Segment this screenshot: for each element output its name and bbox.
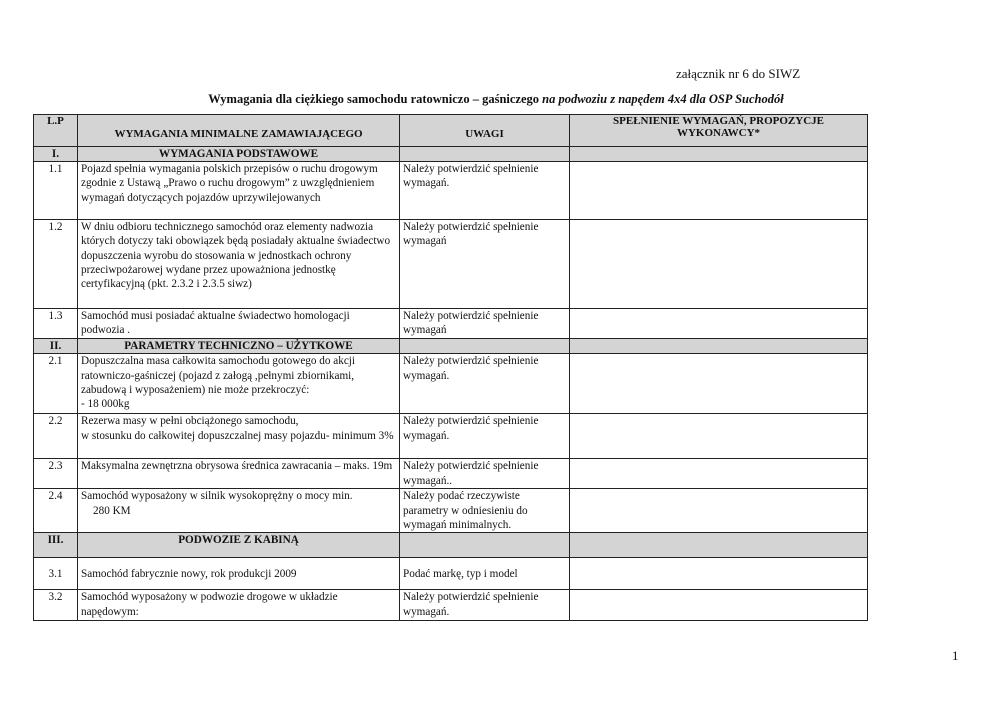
row-requirement [78,489,400,533]
requirement-text: Rezerwa masy w pełni obciążonego samochodu, [81,415,299,428]
table-row [34,220,868,309]
section-title: PODWOZIE Z KABINĄ [78,533,400,558]
header-uwagi: UWAGI [400,115,570,147]
section-empty-cell [570,339,868,354]
section-title: PARAMETRY TECHNICZNO – UŻYTKOWE [78,339,400,354]
row-response-cell[interactable] [570,354,868,414]
table-row [34,309,868,339]
table-row [34,414,868,459]
section-empty-cell [570,147,868,162]
row-number: 2.3 [34,459,78,489]
row-requirement [78,354,400,414]
section-row [34,339,868,354]
row-response-cell[interactable] [570,590,868,621]
section-number: I. [34,147,78,162]
row-requirement: Samochód musi posiadać aktualne świadectwo homologacji podwozia . [78,309,400,339]
header-row [34,115,868,147]
row-requirement: Maksymalna zewnętrzna obrysowa średnica zawracania – maks. 19m [78,459,400,489]
row-uwagi: Należy potwierdzić spełnienie wymagań [400,309,570,339]
table-row [34,354,868,414]
header-spelnienie: SPEŁNIENIE WYMAGAŃ, PROPOZYCJE WYKONAWCY* [570,115,868,147]
row-uwagi: Należy podać rzeczywiste parametry w odniesieniu do wymagań minimalnych. [400,489,570,533]
row-number: 2.2 [34,414,78,459]
table-row [34,459,868,489]
row-uwagi: Należy potwierdzić spełnienie wymagań. [400,162,570,220]
section-row [34,147,868,162]
row-requirement: Pojazd spełnia wymagania polskich przepisów o ruchu drogowym zgodnie z Ustawą „Prawo o ruchu drogowym” z uwzględnieniem wymagań dotyczących pojazdów uprzywilejowanych [78,162,400,220]
row-response-cell[interactable] [570,309,868,339]
requirement-detail: w stosunku do całkowitej dopuszczalnej masy pojazdu- minimum 3% [81,429,394,442]
row-uwagi: Należy potwierdzić spełnienie wymagań. [400,354,570,414]
row-uwagi: Należy potwierdzić spełnienie wymagań. [400,414,570,459]
header-requirements: WYMAGANIA MINIMALNE ZAMAWIAJĄCEGO [78,115,400,147]
row-uwagi: Podać markę, typ i model [400,558,570,590]
row-number: 3.2 [34,590,78,621]
table-row [34,162,868,220]
row-number: 1.1 [34,162,78,220]
row-number: 2.4 [34,489,78,533]
row-uwagi: Należy potwierdzić spełnienie wymagań.. [400,459,570,489]
row-number: 3.1 [34,558,78,590]
row-response-cell[interactable] [570,489,868,533]
page-number: 1 [952,648,959,663]
table-row [34,558,868,590]
row-uwagi: Należy potwierdzić spełnienie wymagań [400,220,570,309]
section-row [34,533,868,558]
section-empty-cell [400,147,570,162]
requirement-text: Samochód wyposażony w silnik wysokoprężny o mocy min. [81,490,353,503]
title-bold: Wymagania dla ciężkiego samochodu ratowniczo – gaśniczego [208,92,540,106]
row-response-cell[interactable] [570,414,868,459]
title-italic: na podwoziu z napędem 4x4 dla OSP Suchodół [542,92,784,106]
row-requirement: Samochód fabrycznie nowy, rok produkcji 2009 [78,558,400,590]
row-uwagi: Należy potwierdzić spełnienie wymagań. [400,590,570,621]
row-number: 2.1 [34,354,78,414]
section-number: III. [34,533,78,558]
row-requirement [78,414,400,459]
row-response-cell[interactable] [570,558,868,590]
section-title: WYMAGANIA PODSTAWOWE [78,147,400,162]
row-requirement: W dniu odbioru technicznego samochód oraz elementy nadwozia których dotyczy taki obowiązek będą posiadały aktualne świadectwo dopuszczenia wyrobu do stosowania w jednostkach ochrony przeciwpożarowej wydane przez upoważniona jednostkę certyfikacyjną (pkt. 2.3.2 i 2.3.5 siwz) [78,220,400,309]
row-response-cell[interactable] [570,220,868,309]
section-empty-cell [400,533,570,558]
requirement-value: 280 KM [93,504,131,517]
section-empty-cell [570,533,868,558]
row-response-cell[interactable] [570,459,868,489]
section-empty-cell [400,339,570,354]
requirement-text: Dopuszczalna masa całkowita samochodu gotowego do akcji ratowniczo-gaśniczej (pojazd z załogą ,pełnymi zbiornikami, zabudową i wyposażeniem) nie może przekroczyć: [81,355,356,396]
row-number: 1.2 [34,220,78,309]
section-number: II. [34,339,78,354]
document-title [0,92,992,107]
requirement-value: - 18 000kg [81,398,130,411]
row-number: 1.3 [34,309,78,339]
row-requirement: Samochód wyposażony w podwozie drogowe w układzie napędowym: [78,590,400,621]
table-row [34,590,868,621]
table-row [34,489,868,533]
header-lp: L.P [34,115,78,147]
requirements-table [33,114,868,621]
row-response-cell[interactable] [570,162,868,220]
annex-label: załącznik nr 6 do SIWZ [676,66,801,81]
